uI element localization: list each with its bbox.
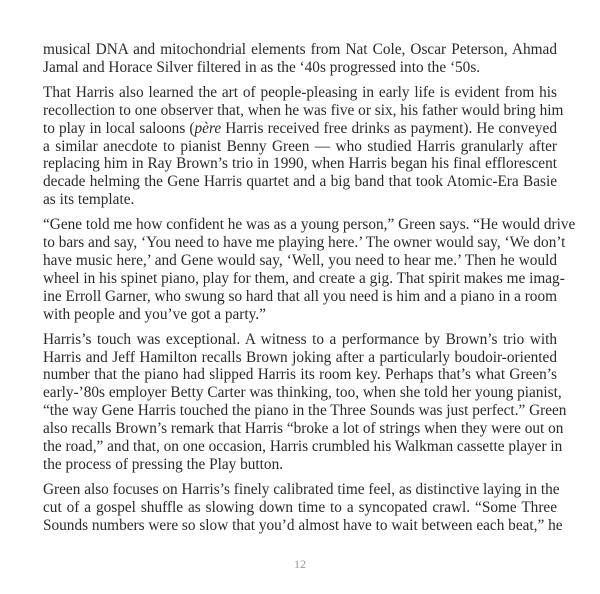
text-line: “the way Gene Harris touched the piano in the Three Sounds was just perfect.” Green [43,402,567,420]
text-line: Harris and Jeff Hamilton recalls Brown joking after a particularly boudoir-oriented [43,348,557,366]
text-line: to bars and say, ‘You need to have me playing here.’ The owner would say, ‘We don’t [43,234,566,252]
text-line: Jamal and Horace Silver filtered in as the ‘40s progressed into the ‘50s. [43,58,481,76]
text-line: have music here,’ and Gene would say, ‘Well, you need to hear me.’ Then he would [43,251,557,269]
page-number: 12 [294,557,306,571]
text-line: number that the piano had slipped Harris its room key. Perhaps that’s what Green’s [43,366,557,384]
paragraph [43,480,563,535]
text-line: Green also focuses on Harris’s finely calibrated time feel, as distinctive laying in the [43,480,560,498]
text-line: musical DNA and mitochondrial elements from Nat Cole, Oscar Peterson, Ahmad [43,41,557,58]
text-line: Harris’s touch was exceptional. A witness to a performance by Brown’s trio with [43,330,557,348]
text-line: early-’80s employer Betty Carter was thinking, too, when she told her young pianist, [43,384,562,402]
text-line: a similar anecdote to pianist Benny Green — who studied Harris granularly after [43,137,557,155]
text-line: That Harris also learned the art of people-pleasing in early life is evident from his [43,83,557,101]
text-line: wheel in his spinet piano, play for them, and create a gig. That spirit makes me imag- [43,269,565,287]
text-line: with people and you’ve got a party.” [43,305,266,323]
paragraph [43,41,557,77]
text-line: “Gene told me how confident he was as a young person,” Green says. “He would drive [43,216,576,234]
text-line: Sounds numbers were so slow that you’d almost have to wait between each beat,” he [43,516,563,534]
text-line: the process of pressing the Play button. [43,455,284,473]
italic-word: père [194,119,222,137]
body-text [43,41,576,542]
text-line: recollection to one observer that, when he was five or six, his father would bring him [43,101,564,119]
text-line: also recalls Brown’s remark that Harris “broke a lot of strings when they were out on [43,420,564,438]
text-line: cut of a gospel shuffle as slowing down time to a syncopated crawl. “Some Three [43,498,557,516]
text-line: the road,” and that, on one occasion, Harris crumbled his Walkman cassette player in [43,438,563,456]
text-line: replacing him in Ray Brown’s trio in 1990, when Harris began his final efflorescent [43,155,557,173]
text-line: decade helming the Gene Harris quartet and a big band that took Atomic-Era Basie [43,173,557,191]
paragraph [43,330,567,474]
paragraph [43,216,576,323]
text-line: to play in local saloons (père Harris received free drinks as payment). He conveyed [43,119,557,137]
paragraph [43,83,564,209]
text-line: ine Erroll Garner, who swung so hard that all you need is him and a piano in a room [43,287,557,305]
text-line: as its template. [43,191,135,209]
